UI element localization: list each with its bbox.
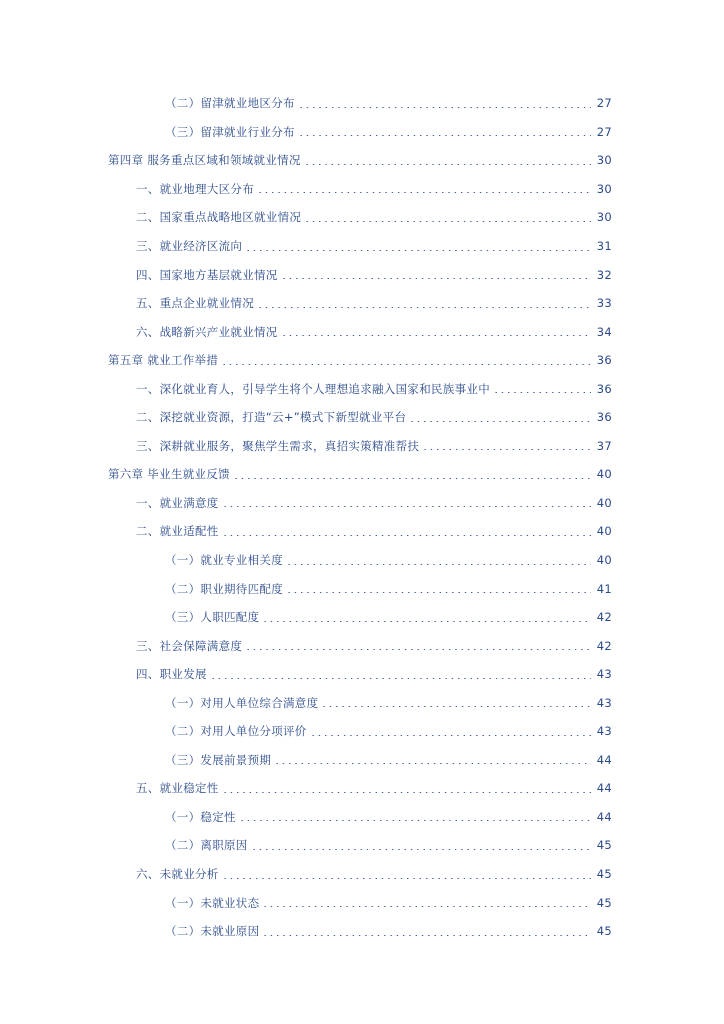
dot-leader xyxy=(245,250,591,251)
toc-page-number: 44 xyxy=(596,781,612,796)
dot-leader xyxy=(281,278,591,279)
dot-leader xyxy=(298,107,591,108)
dot-leader xyxy=(233,478,591,479)
dot-leader xyxy=(257,192,591,193)
toc-entry-label: （一）就业专业相关度 xyxy=(165,553,283,568)
toc-entry[interactable] xyxy=(0,517,724,546)
dot-leader xyxy=(222,535,591,536)
toc-entry-line xyxy=(108,152,724,168)
dot-leader xyxy=(274,763,591,764)
toc-entry-line xyxy=(165,723,724,739)
toc-entry-label: 第五章 就业工作举措 xyxy=(108,353,219,368)
toc-entry-line xyxy=(136,495,724,511)
dot-leader xyxy=(245,649,591,650)
dot-leader xyxy=(493,392,591,393)
toc-entry-line xyxy=(165,837,724,853)
toc-page-number: 36 xyxy=(596,410,612,425)
toc-entry[interactable] xyxy=(0,803,724,832)
dot-leader xyxy=(239,820,591,821)
toc-page-number: 30 xyxy=(596,153,612,168)
toc-entry[interactable] xyxy=(0,175,724,204)
toc-entry-label: 三、深耕就业服务，聚焦学生需求，真招实策精准帮扶 xyxy=(136,438,420,453)
toc-entry-label: （二）对用人单位分项评价 xyxy=(165,724,307,739)
toc-page-number: 40 xyxy=(596,553,612,568)
toc-entry-label: （二）离职原因 xyxy=(165,838,248,853)
toc-entry[interactable] xyxy=(0,774,724,803)
toc-page-number: 30 xyxy=(596,181,612,196)
toc-entry-line xyxy=(136,295,724,311)
toc-entry[interactable] xyxy=(0,546,724,575)
toc-entry-line xyxy=(136,438,724,454)
toc-entry-label: （三）留津就业行业分布 xyxy=(165,124,295,139)
toc-entry[interactable] xyxy=(0,917,724,946)
toc-entry-label: 二、就业适配性 xyxy=(136,524,219,539)
toc-entry-line xyxy=(136,523,724,539)
toc-page-number: 41 xyxy=(596,581,612,596)
toc-entry[interactable] xyxy=(0,717,724,746)
toc-entry[interactable] xyxy=(0,374,724,403)
dot-leader xyxy=(422,449,591,450)
toc-page-number: 27 xyxy=(596,96,612,111)
toc-entry-line xyxy=(136,238,724,254)
toc-page-number: 30 xyxy=(596,210,612,225)
toc-page-number: 44 xyxy=(596,809,612,824)
toc-entry-line xyxy=(136,638,724,654)
toc-page-number: 36 xyxy=(596,353,612,368)
toc-entry[interactable] xyxy=(0,118,724,147)
dot-leader xyxy=(262,621,590,622)
toc-entry-label: 五、重点企业就业情况 xyxy=(136,296,254,311)
toc-entry[interactable] xyxy=(0,317,724,346)
toc-entry-label: （一）稳定性 xyxy=(165,809,236,824)
dot-leader xyxy=(281,335,591,336)
toc-entry-label: （三）发展前景预期 xyxy=(165,752,272,767)
toc-entry[interactable] xyxy=(0,888,724,917)
dot-leader xyxy=(251,849,591,850)
toc-page-number: 40 xyxy=(596,524,612,539)
table-of-contents xyxy=(0,89,724,945)
toc-entry-line xyxy=(108,352,724,368)
toc-page-number: 45 xyxy=(596,895,612,910)
toc-entry-line xyxy=(165,552,724,568)
toc-page-number: 45 xyxy=(596,924,612,939)
toc-entry[interactable] xyxy=(0,89,724,118)
toc-entry-label: 第六章 毕业生就业反馈 xyxy=(108,467,230,482)
toc-entry-label: 一、就业满意度 xyxy=(136,495,219,510)
toc-page-number: 42 xyxy=(596,638,612,653)
dot-leader xyxy=(298,135,591,136)
toc-entry-label: 第四章 服务重点区域和领域就业情况 xyxy=(108,153,301,168)
toc-entry-line xyxy=(165,809,724,825)
toc-entry-label: 三、社会保障满意度 xyxy=(136,638,243,653)
toc-entry[interactable] xyxy=(0,346,724,375)
toc-entry-label: （二）未就业原因 xyxy=(165,924,260,939)
toc-entry-line xyxy=(165,895,724,911)
toc-entry[interactable] xyxy=(0,232,724,261)
dot-leader xyxy=(262,935,590,936)
dot-leader xyxy=(286,592,591,593)
toc-entry[interactable] xyxy=(0,688,724,717)
toc-entry[interactable] xyxy=(0,603,724,632)
toc-entry-label: （二）职业期待匹配度 xyxy=(165,581,283,596)
toc-entry[interactable] xyxy=(0,746,724,775)
dot-leader xyxy=(222,506,591,507)
toc-entry[interactable] xyxy=(0,489,724,518)
toc-page-number: 32 xyxy=(596,267,612,282)
toc-entry-label: （一）未就业状态 xyxy=(165,895,260,910)
toc-page-number: 34 xyxy=(596,324,612,339)
dot-leader xyxy=(257,307,591,308)
dot-leader xyxy=(222,878,591,879)
toc-entry[interactable] xyxy=(0,403,724,432)
toc-page-number: 37 xyxy=(596,438,612,453)
dot-leader xyxy=(310,735,591,736)
toc-entry[interactable] xyxy=(0,432,724,461)
toc-page-number: 27 xyxy=(596,124,612,139)
toc-entry-line xyxy=(165,609,724,625)
toc-entry-line xyxy=(136,381,724,397)
toc-entry[interactable] xyxy=(0,860,724,889)
toc-entry-label: 一、就业地理大区分布 xyxy=(136,181,254,196)
toc-entry-label: 一、深化就业育人，引导学生将个人理想追求融入国家和民族事业中 xyxy=(136,381,490,396)
dot-leader xyxy=(321,706,590,707)
toc-entry-line xyxy=(165,752,724,768)
toc-entry-line xyxy=(108,466,724,482)
toc-entry[interactable] xyxy=(0,203,724,232)
toc-entry-label: 五、就业稳定性 xyxy=(136,781,219,796)
toc-page-number: 36 xyxy=(596,381,612,396)
toc-page-number: 44 xyxy=(596,752,612,767)
dot-leader xyxy=(304,221,591,222)
toc-entry-label: 二、深挖就业资源，打造“云+”模式下新型就业平台 xyxy=(136,410,407,425)
toc-entry-line xyxy=(165,695,724,711)
toc-entry[interactable] xyxy=(0,260,724,289)
dot-leader xyxy=(210,678,591,679)
toc-page-number: 45 xyxy=(596,838,612,853)
toc-entry-label: 六、战略新兴产业就业情况 xyxy=(136,324,278,339)
toc-entry[interactable] xyxy=(0,574,724,603)
toc-entry-line xyxy=(165,124,724,140)
toc-entry-line xyxy=(136,666,724,682)
dot-leader xyxy=(221,364,591,365)
toc-page-number: 40 xyxy=(596,495,612,510)
dot-leader xyxy=(222,792,591,793)
toc-entry[interactable] xyxy=(0,631,724,660)
toc-entry[interactable] xyxy=(0,289,724,318)
toc-entry[interactable] xyxy=(0,831,724,860)
toc-entry-line xyxy=(136,181,724,197)
toc-entry-label: （三）人职匹配度 xyxy=(165,610,260,625)
toc-entry-label: 三、就业经济区流向 xyxy=(136,239,243,253)
toc-entry-line xyxy=(136,409,724,425)
toc-entry-line xyxy=(165,95,724,111)
dot-leader xyxy=(262,906,590,907)
toc-entry-label: 六、未就业分析 xyxy=(136,867,219,882)
toc-page-number: 43 xyxy=(596,724,612,739)
toc-entry-label: （一）对用人单位综合满意度 xyxy=(165,695,319,710)
dot-leader xyxy=(286,564,591,565)
toc-entry-label: 四、国家地方基层就业情况 xyxy=(136,267,278,282)
toc-entry-line xyxy=(136,324,724,340)
toc-page-number: 42 xyxy=(596,610,612,625)
toc-entry-label: 二、国家重点战略地区就业情况 xyxy=(136,210,302,225)
toc-entry[interactable] xyxy=(0,660,724,689)
toc-entry-line xyxy=(165,581,724,597)
toc-page-number: 33 xyxy=(596,296,612,311)
toc-entry-line xyxy=(136,209,724,225)
toc-entry-line xyxy=(136,780,724,796)
toc-entry-line xyxy=(136,866,724,882)
dot-leader xyxy=(409,421,591,422)
toc-entry-label: 四、职业发展 xyxy=(136,667,207,682)
toc-entry-label: （二）留津就业地区分布 xyxy=(165,96,295,111)
toc-entry[interactable] xyxy=(0,460,724,489)
toc-page-number: 45 xyxy=(596,867,612,882)
toc-entry[interactable] xyxy=(0,146,724,175)
toc-entry-line xyxy=(136,267,724,283)
toc-page-number: 40 xyxy=(596,467,612,482)
dot-leader xyxy=(304,164,591,165)
toc-page-number: 43 xyxy=(596,695,612,710)
toc-entry-line xyxy=(165,923,724,939)
toc-page-number: 31 xyxy=(596,239,612,253)
toc-page-number: 43 xyxy=(596,667,612,682)
